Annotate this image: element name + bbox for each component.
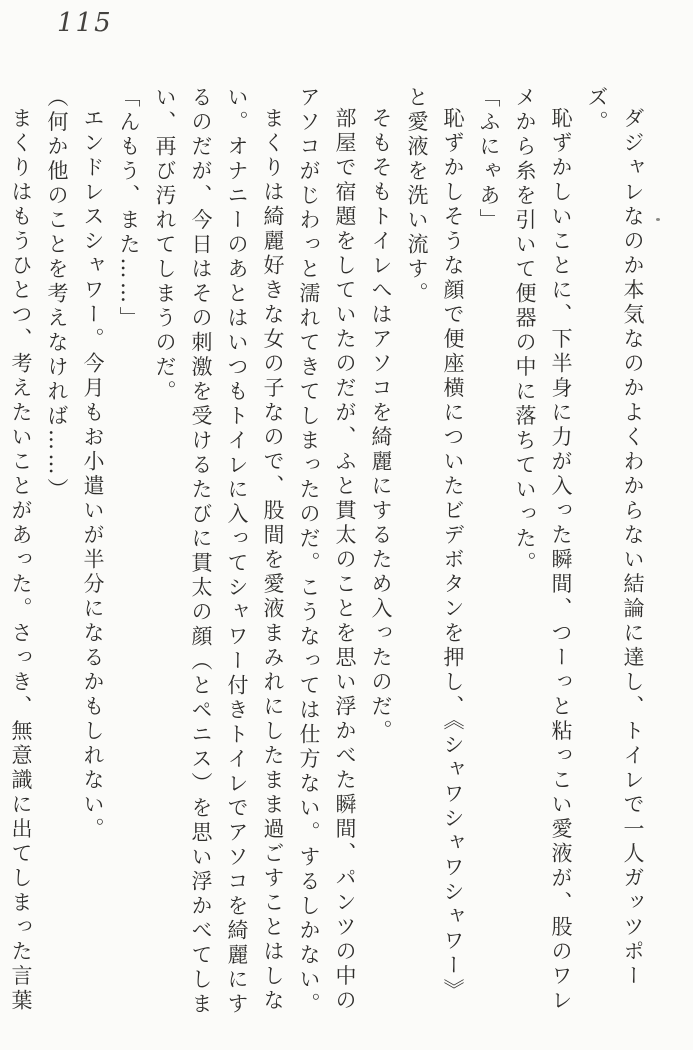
paragraph: まくりはもうひとつ、考えたいことがあった。さっき、無意識に出てしまった言葉 bbox=[9, 107, 33, 1014]
paragraph: 「ふにゃあ」 bbox=[477, 86, 501, 233]
print-speck bbox=[656, 218, 660, 221]
paragraph: 部屋で宿題をしていたのだが、ふと貫太のことを思い浮かべた瞬間、パンツの中のアソコがじわっと濡れてきてしまったのだ。こうなっては仕方ない。するしかない。 bbox=[297, 86, 357, 1017]
paragraph: まくりは綺麗好きな女の子なので、股間を愛液まみれにしたまま過ごすことはしない。オナニーのあとはいつもトイレに入ってシャワー付きトイレでアソコを綺麗にするのだが、今日はその刺激を受けるたびに貫太の顔（とペニス）を思い浮かべてしまい、再び汚れてしまうのだ。 bbox=[153, 86, 285, 1017]
page-number: 115 bbox=[57, 8, 113, 38]
paragraph: （何か他のことを考えなければ……） bbox=[45, 86, 69, 503]
paragraph: そもそもトイレへはアソコを綺麗にするため入ったのだ。 bbox=[369, 107, 393, 744]
paragraph: 「んもう、また……」 bbox=[117, 86, 141, 331]
paragraph: 恥ずかしそうな顔で便座横についたビデボタンを押し、《シャワシャワシャワー》と愛液を洗い流す。 bbox=[405, 86, 465, 1003]
paragraph: 恥ずかしいことに、下半身に力が入った瞬間、つーっと粘っこい愛液が、股のワレメから糸を引いて便器の中に落ちていった。 bbox=[513, 86, 573, 1014]
paragraph: ダジャレなのか本気なのかよくわからない結論に達し、トイレで一人ガッツポーズ。 bbox=[585, 86, 645, 989]
text-block bbox=[9, 86, 651, 1020]
paragraph: エンドレスシャワー。今月もお小遣いが半分になるかもしれない。 bbox=[81, 107, 105, 842]
